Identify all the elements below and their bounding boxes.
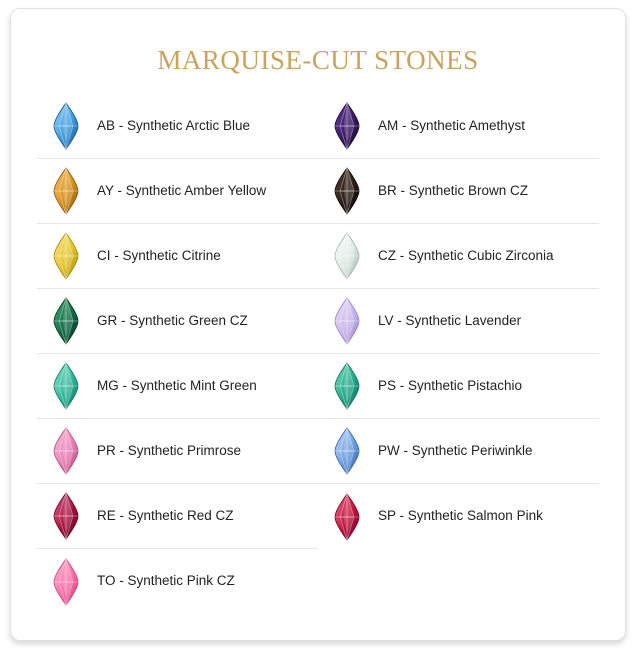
stone-label: AM - Synthetic Amethyst xyxy=(378,117,526,133)
gem-cell xyxy=(320,167,374,215)
page-title: MARQUISE-CUT STONES xyxy=(157,45,479,75)
gem-cell xyxy=(39,102,93,150)
marquise-gem-periwinkle xyxy=(331,427,363,475)
stone-row xyxy=(37,289,318,354)
marquise-gem-citrine xyxy=(50,232,82,280)
marquise-gem-lavender xyxy=(331,297,363,345)
stone-row xyxy=(318,159,599,224)
gem-cell xyxy=(320,102,374,150)
stone-row xyxy=(37,484,318,549)
stone-label: CZ - Synthetic Cubic Zirconia xyxy=(378,247,554,263)
stone-label: PW - Synthetic Periwinkle xyxy=(378,442,533,458)
stone-row xyxy=(318,354,599,419)
stone-label: TO - Synthetic Pink CZ xyxy=(97,573,235,589)
stone-label: LV - Synthetic Lavender xyxy=(378,312,522,328)
stone-row xyxy=(318,289,599,354)
gem-cell xyxy=(39,492,93,540)
stone-row xyxy=(37,354,318,419)
stone-label: SP - Synthetic Salmon Pink xyxy=(378,508,543,524)
gem-cell xyxy=(320,297,374,345)
stone-label: CI - Synthetic Citrine xyxy=(97,247,221,263)
stone-row xyxy=(37,549,318,614)
left-column xyxy=(37,94,318,614)
stone-label: PS - Synthetic Pistachio xyxy=(378,377,523,393)
marquise-gem-cubic-zirconia xyxy=(331,232,363,280)
stone-row xyxy=(37,419,318,484)
stone-row xyxy=(318,419,599,484)
gem-cell xyxy=(39,167,93,215)
gem-cell xyxy=(320,493,374,541)
stone-label: AB - Synthetic Arctic Blue xyxy=(97,117,251,133)
marquise-gem-amber-yellow xyxy=(50,167,82,215)
stone-row xyxy=(318,484,599,549)
gem-cell xyxy=(39,558,93,606)
stone-chart-card xyxy=(10,8,626,641)
stone-label: BR - Synthetic Brown CZ xyxy=(378,182,529,198)
stone-label: PR - Synthetic Primrose xyxy=(97,442,242,458)
marquise-gem-pistachio xyxy=(331,362,363,410)
stone-row xyxy=(37,94,318,159)
gem-cell xyxy=(39,232,93,280)
stone-label: MG - Synthetic Mint Green xyxy=(97,377,257,393)
stone-label: GR - Synthetic Green CZ xyxy=(97,312,248,328)
marquise-gem-mint-green xyxy=(50,362,82,410)
stone-row xyxy=(318,94,599,159)
stone-label: RE - Synthetic Red CZ xyxy=(97,507,234,523)
marquise-gem-amethyst xyxy=(331,102,363,150)
gem-cell xyxy=(39,362,93,410)
marquise-gem-primrose xyxy=(50,427,82,475)
marquise-gem-red-cz xyxy=(50,492,82,540)
gem-cell xyxy=(39,427,93,475)
gem-cell xyxy=(320,232,374,280)
stone-row xyxy=(37,224,318,289)
marquise-gem-salmon-pink xyxy=(331,493,363,541)
gem-cell xyxy=(39,297,93,345)
gem-cell xyxy=(320,362,374,410)
marquise-gem-green-cz xyxy=(50,297,82,345)
marquise-gem-brown-cz xyxy=(331,167,363,215)
marquise-gem-arctic-blue xyxy=(50,102,82,150)
stone-label: AY - Synthetic Amber Yellow xyxy=(97,182,267,198)
gem-cell xyxy=(320,427,374,475)
stone-row xyxy=(318,224,599,289)
stone-columns xyxy=(37,94,599,614)
marquise-gem-pink-cz xyxy=(50,558,82,606)
right-column xyxy=(318,94,599,549)
stone-row xyxy=(37,159,318,224)
